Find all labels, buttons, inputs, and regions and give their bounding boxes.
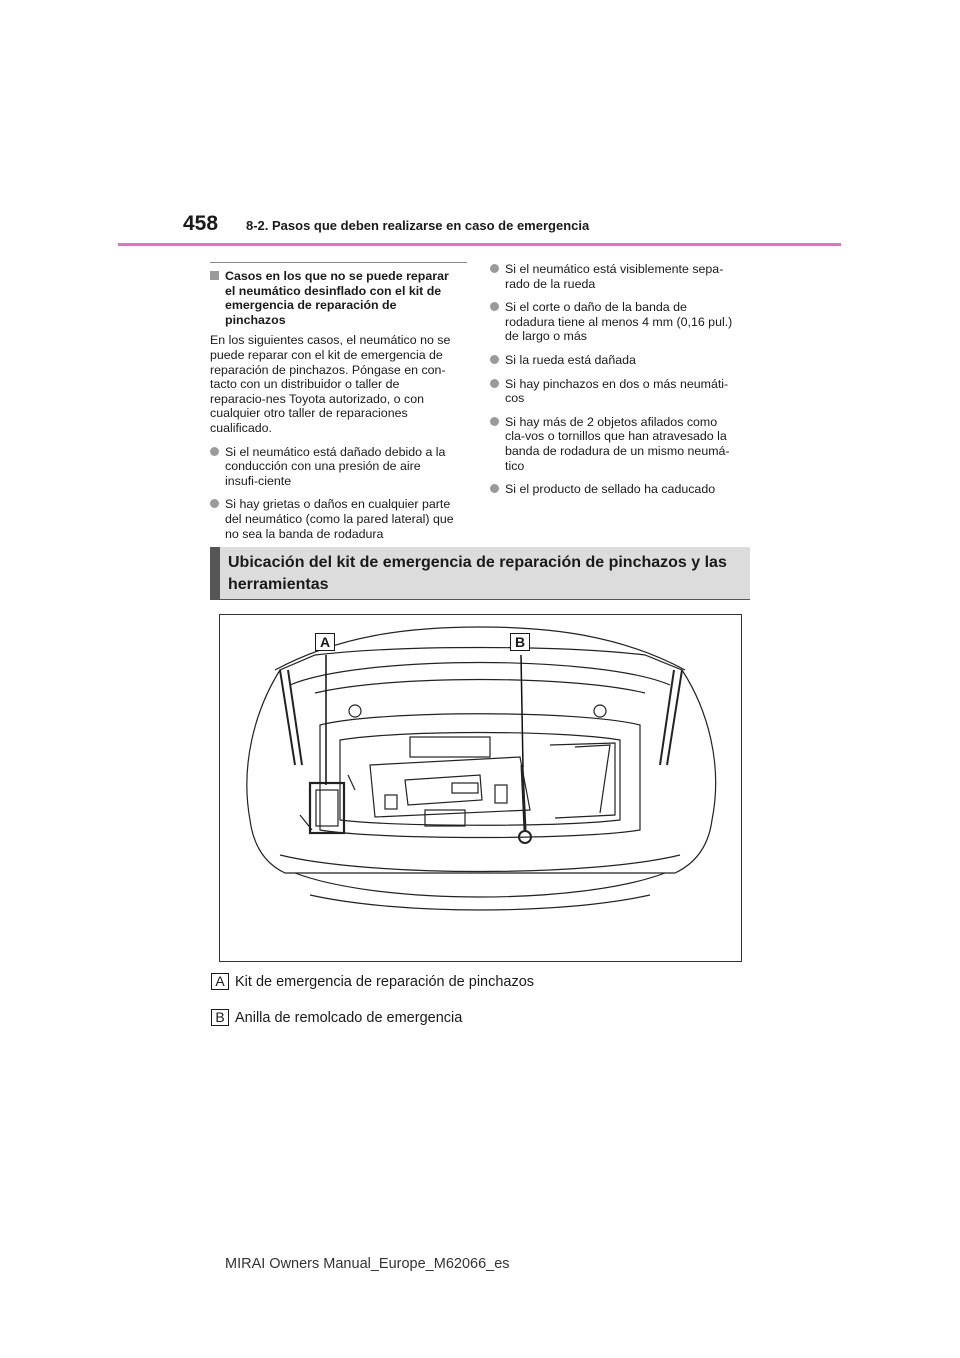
- intro-paragraph: En los siguientes casos, el neumático no se puede reparar con el kit de emergencia de reparación de pinchazos. Póngase en con-tacto con un distribuidor o taller de reparacio-nes Toyota autorizado, o con cualquier otro taller de reparaciones cualificado.: [210, 333, 451, 435]
- subheading: [210, 269, 454, 327]
- circle-bullet-icon: [490, 484, 499, 493]
- section-band-title: Ubicación del kit de emergencia de reparación de pinchazos y las herramientas: [228, 554, 727, 593]
- trunk-illustration: [219, 614, 742, 962]
- trunk-drawing: [220, 615, 741, 961]
- bullet-text: Si hay pinchazos en dos o más neumáti-cos: [505, 376, 729, 406]
- bullet-text: Si el producto de sellado ha caducado: [505, 482, 716, 497]
- legend-text-a: Kit de emergencia de reparación de pinchazos: [235, 973, 535, 990]
- square-bullet-icon: [210, 271, 219, 280]
- bullet-text: Si el neumático está visiblemente sepa-rado de la rueda: [505, 262, 724, 291]
- legend-text-b: Anilla de remolcado de emergencia: [235, 1009, 463, 1026]
- circle-bullet-icon: [210, 447, 219, 456]
- bullet-item: [210, 497, 454, 541]
- callout-a: A: [315, 633, 335, 651]
- section-title: 8-2. Pasos que deben realizarse en caso de emergencia: [246, 218, 590, 233]
- section-band: [210, 547, 750, 600]
- bullet-item: [490, 300, 734, 344]
- circle-bullet-icon: [490, 379, 499, 388]
- bullet-item: [490, 262, 734, 291]
- header-rule: [118, 243, 841, 246]
- circle-bullet-icon: [490, 264, 499, 273]
- bullet-text: Si el neumático está dañado debido a la conducción con una presión de aire insufi-ciente: [225, 444, 446, 488]
- circle-bullet-icon: [490, 302, 499, 311]
- page-number: 458: [183, 212, 219, 235]
- thin-rule: [210, 262, 467, 263]
- bullet-text: Si la rueda está dañada: [505, 352, 636, 367]
- left-column: [210, 262, 454, 550]
- legend-item-b: [211, 1009, 462, 1026]
- circle-bullet-icon: [210, 499, 219, 508]
- bullet-item: [210, 445, 454, 489]
- bullet-item: [490, 415, 734, 473]
- bullet-item: [490, 353, 734, 368]
- circle-bullet-icon: [490, 355, 499, 364]
- bullet-text: Si hay grietas o daños en cualquier parte del neumático (como la pared lateral) que no sea la banda de rodadura: [225, 497, 454, 541]
- bullet-text: Si hay más de 2 objetos afilados como cla-vos o tornillos que han atravesado la banda de rodadura de un mismo neumá-tico: [505, 414, 730, 473]
- section-band-bar: [210, 547, 220, 599]
- bullet-item: [490, 377, 734, 406]
- bullet-item: [490, 482, 734, 497]
- subheading-text: Casos en los que no se puede reparar el neumático desinflado con el kit de emergencia de reparación de pinchazos: [225, 269, 449, 327]
- legend-key-b: B: [211, 1009, 229, 1026]
- footer-text: MIRAI Owners Manual_Europe_M62066_es: [225, 1256, 510, 1272]
- callout-b: B: [510, 633, 530, 651]
- legend-item-a: [211, 973, 534, 990]
- bullet-text: Si el corte o daño de la banda de rodadura tiene al menos 4 mm (0,16 pul.) de largo o más: [505, 300, 733, 344]
- legend-key-a: A: [211, 973, 229, 990]
- circle-bullet-icon: [490, 417, 499, 426]
- right-column: [490, 262, 734, 506]
